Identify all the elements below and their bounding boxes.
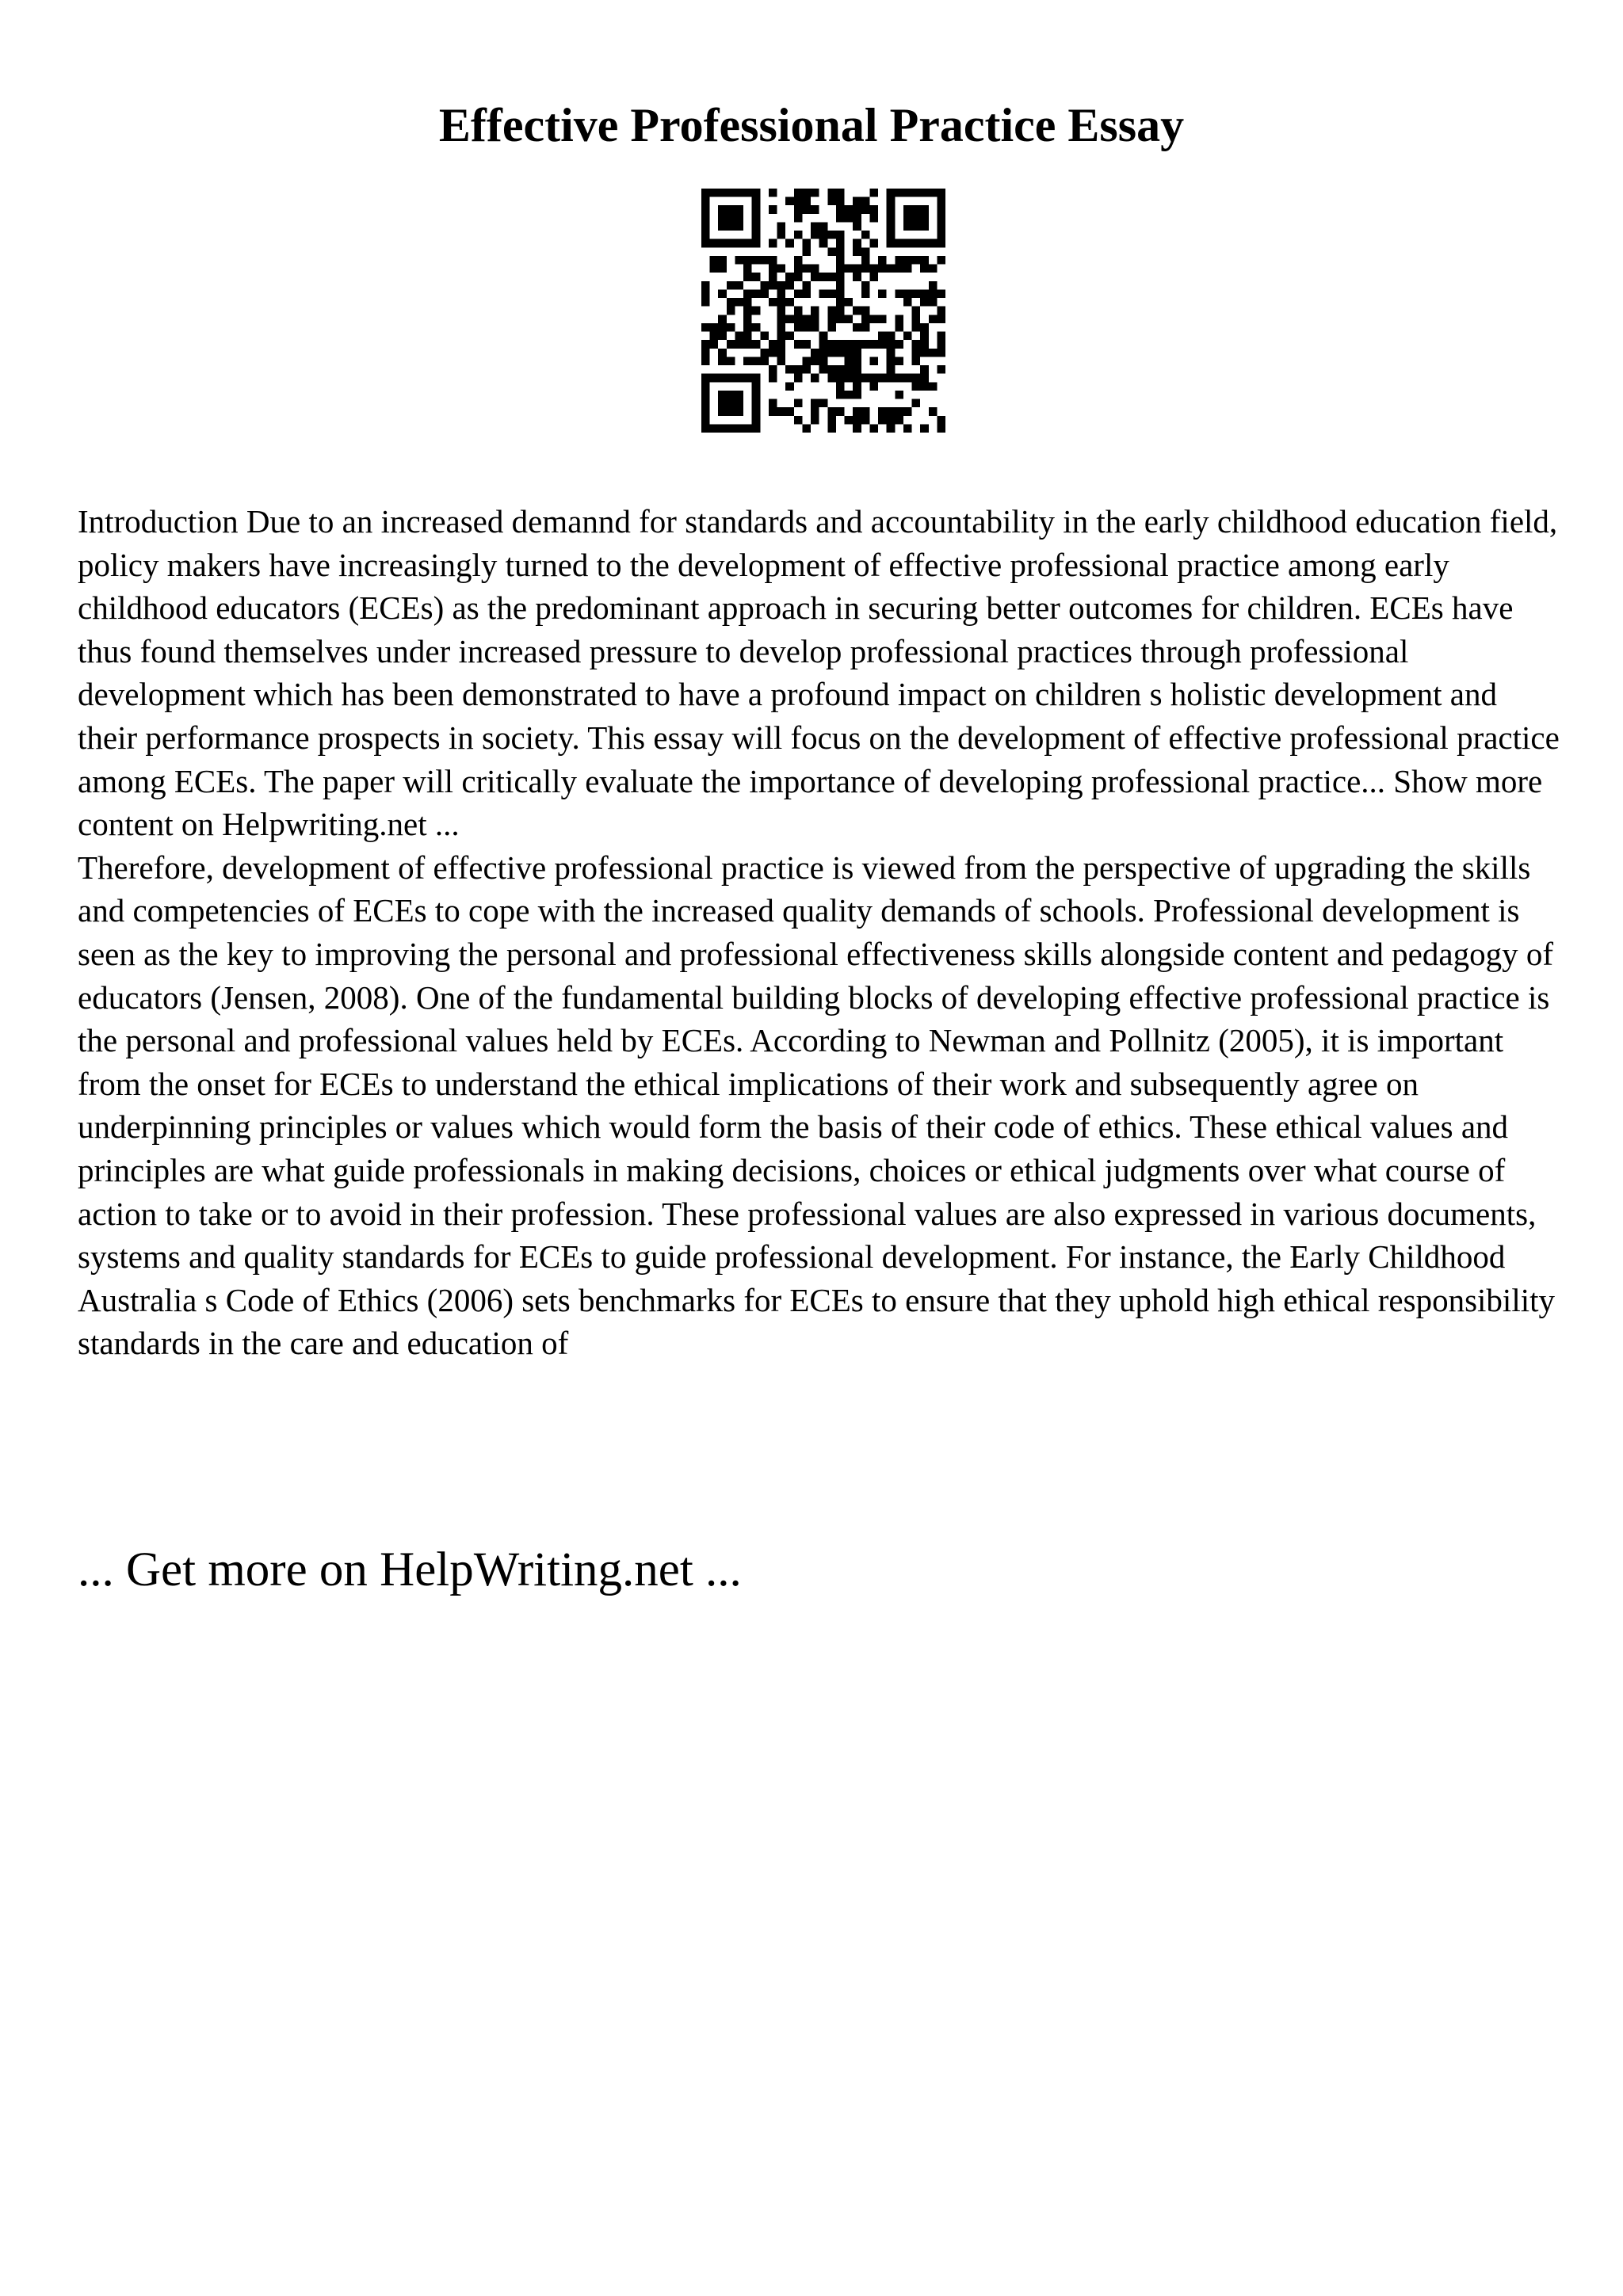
- paragraph-introduction: Introduction Due to an increased demannd for standards and accountability in the early childhood education field, policy makers have increasingly turned to the development of effective professional practice among early childhood educators (ECEs) as the predominant approach in securing better outcomes for children. ECEs have thus found themselves under increased pressure to develop professional practices through professional development which has been demonstrated to have a profound impact on children s holistic development and their performance prospects in society. This essay will focus on the development of effective professional practice among ECEs. The paper will critically evaluate the importance of developing professional practice... Show more content on Helpwriting.net ...: [78, 503, 1560, 843]
- document-title: Effective Professional Practice Essay: [438, 99, 1185, 151]
- document-body: [78, 500, 1560, 1365]
- paragraph-main: Therefore, development of effective professional practice is viewed from the perspective of upgrading the skills and competencies of ECEs to cope with the increased quality demands of schools. Professional development is seen as the key to improving the personal and professional effectiveness skills alongside content and pedagogy of educators (Jensen, 2008). One of the fundamental building blocks of developing effective professional practice is the personal and professional values held by ECEs. According to Newman and Pollnitz (2005), it is important from the onset for ECEs to understand the ethical implications of their work and subsequently agree on underpinning principles or values which would form the basis of their code of ethics. These ethical values and principles are what guide professionals in making decisions, choices or ethical judgments over what course of action to take or to avoid in their profession. These professional values are also expressed in various documents, systems and quality standards for ECEs to guide professional development. For instance, the Early Childhood Australia s Code of Ethics (2006) sets benchmarks for ECEs to ensure that they uphold high ethical responsibility standards in the care and education of: [78, 849, 1555, 1362]
- helpwriting-link[interactable]: ... Get more on HelpWriting.net ...: [78, 1543, 742, 1596]
- qr-code-icon: [701, 189, 945, 433]
